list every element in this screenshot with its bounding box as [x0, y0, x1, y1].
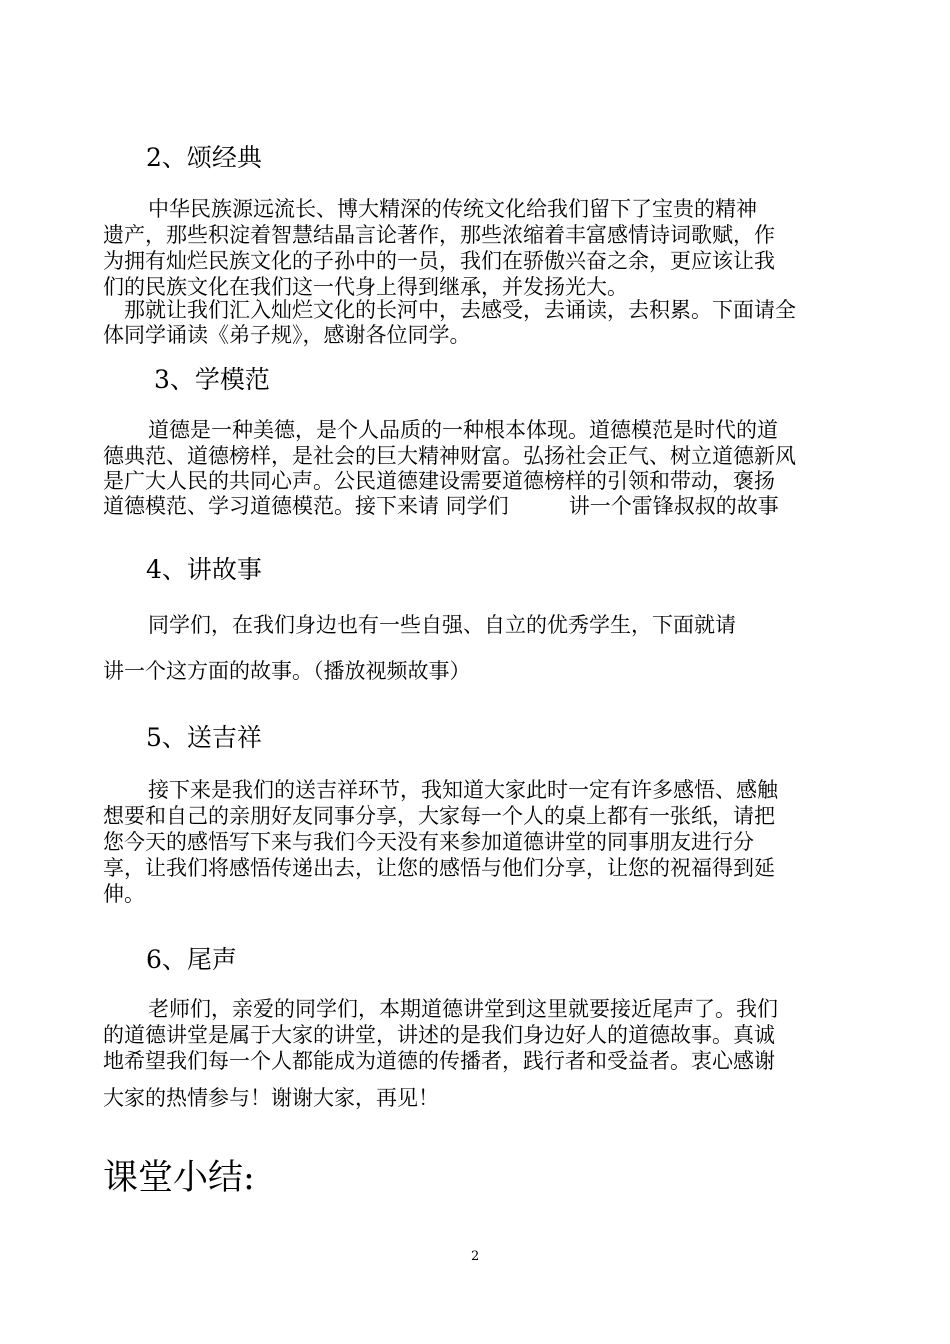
- paragraph-line: 是广大人民的共同心声。公民道德建设需要道德榜样的引领和带动，褒扬: [103, 469, 775, 493]
- paragraph-line: 道德模范、学习道德模范。接下来请 同学们 讲一个雷锋叔叔的故事: [103, 494, 779, 518]
- paragraph-line: 的道德讲堂是属于大家的讲堂，讲述的是我们身边好人的道德故事。真诚: [103, 1023, 775, 1047]
- paragraph-line: 德典范、道德榜样，是社会的巨大精神财富。弘扬社会正气、树立道德新风: [103, 444, 796, 468]
- paragraph-line: 那就让我们汇入灿烂文化的长河中，去感受，去诵读，去积累。下面请全: [124, 298, 796, 322]
- section-heading-6: 6、尾声: [146, 945, 237, 974]
- section-heading-4: 4、讲故事: [146, 555, 262, 584]
- paragraph-line: 遗产，那些积淀着智慧结晶言论著作，那些浓缩着丰富感情诗词歌赋，作: [103, 223, 775, 247]
- paragraph-line: 同学们，在我们身边也有一些自强、自立的优秀学生，下面就请: [148, 613, 736, 637]
- paragraph-line: 体同学诵读《弟子规》，感谢各位同学。: [103, 323, 471, 347]
- paragraph-line: 们的民族文化在我们这一代身上得到继承，并发扬光大。: [103, 275, 628, 299]
- page-number: 2: [471, 1249, 480, 1264]
- paragraph-line: 接下来是我们的送吉祥环节，我知道大家此时一定有许多感悟、感触: [148, 778, 778, 802]
- paragraph-line: 讲一个这方面的故事。（播放视频故事）: [103, 659, 471, 683]
- section-heading-3: 3、学模范: [154, 365, 270, 394]
- section-heading-2: 2、颂经典: [146, 143, 262, 172]
- paragraph-line: 为拥有灿烂民族文化的子孙中的一员，我们在骄傲兴奋之余，更应该让我: [103, 249, 775, 273]
- paragraph-line: 想要和自己的亲朋好友同事分享，大家每一个人的桌上都有一张纸，请把: [103, 804, 775, 828]
- paragraph-line: 地希望我们每一个人都能成为道德的传播者，践行者和受益者。衷心感谢: [103, 1049, 775, 1073]
- section-heading-5: 5、送吉祥: [146, 723, 262, 752]
- paragraph-line: 享，让我们将感悟传递出去，让您的感悟与他们分享，让您的祝福得到延: [103, 856, 775, 880]
- paragraph-line: 老师们，亲爱的同学们，本期道德讲堂到这里就要接近尾声了。我们: [148, 997, 778, 1021]
- paragraph-line: 中华民族源远流长、博大精深的传统文化给我们留下了宝贵的精神: [148, 197, 757, 221]
- paragraph-line: 伸。: [103, 882, 145, 906]
- paragraph-line: 大家的热情参与！谢谢大家，再见！: [103, 1086, 439, 1110]
- paragraph-line: 道德是一种美德，是个人品质的一种根本体现。道德模范是时代的道: [148, 418, 778, 442]
- paragraph-line: 您今天的感悟写下来与我们今天没有来参加道德讲堂的同事朋友进行分: [103, 830, 754, 854]
- summary-heading: 课堂小结:: [103, 1158, 255, 1198]
